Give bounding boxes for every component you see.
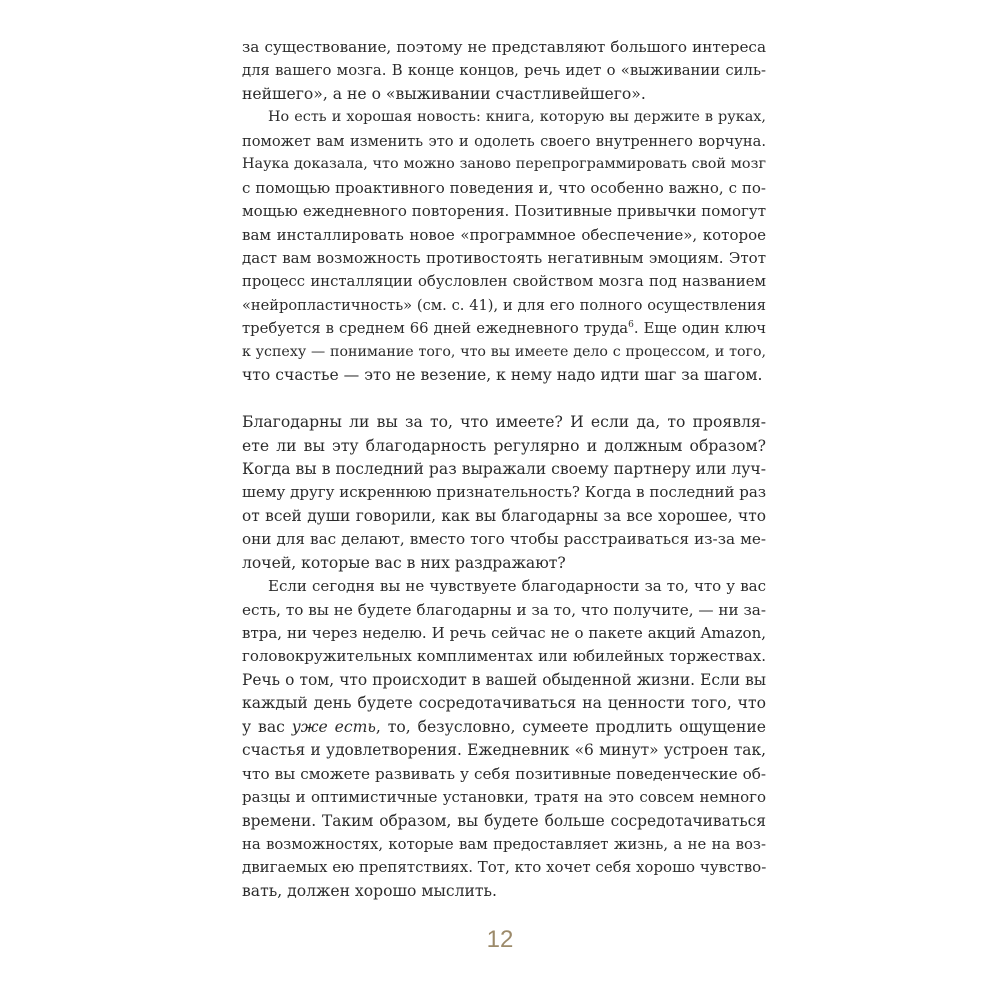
text-line: «нейропластичность» (см. с. 41), и для его полного осуществления <box>242 296 766 314</box>
text-line: есть, то вы не будете благодарны и за то, что получите, — ни за- <box>242 600 766 619</box>
text-line: Наука доказала, что можно заново перепрограммировать свой мозг <box>242 156 766 173</box>
text-segment: требуется в среднем 66 дней ежедневного труда <box>242 320 629 338</box>
text-segment: . Еще один ключ <box>633 320 766 338</box>
text-line: вать, должен хорошо мыслить. <box>242 881 497 900</box>
text-line: для вашего мозга. В конце концов, речь идет о «выживании силь- <box>242 62 766 80</box>
paragraph <box>242 36 766 106</box>
text-line: Когда вы в последний раз выражали своему партнеру или луч- <box>242 459 766 478</box>
text-line: Но есть и хорошая новость: книга, которую вы держите в руках, <box>268 109 766 126</box>
text-line: с помощью проактивного поведения и, что особенно важно, с по- <box>242 178 766 197</box>
text-line: они для вас делают, вместо того чтобы расстраиваться из-за ме- <box>242 530 766 549</box>
text-line: лочей, которые вас в них раздражают? <box>242 553 566 572</box>
text-line: головокружительных комплиментах или юбилейных торжествах. <box>242 647 766 666</box>
text-line: от всей души говорили, как вы благодарны за все хорошее, что <box>242 506 766 525</box>
text-line: что вы сможете развивать у себя позитивные поведенческие об- <box>242 764 766 783</box>
paragraph <box>242 575 766 903</box>
text-line: разцы и оптимистичные установки, тратя на это совсем немного <box>242 788 766 807</box>
text-line: Речь о том, что происходит в вашей обыденной жизни. Если вы <box>242 670 766 689</box>
text-segment: у вас <box>242 717 292 736</box>
text-line: счастья и удовлетворения. Ежедневник «6 минут» устроен так, <box>242 741 766 760</box>
text-line: втра, ни через неделю. И речь сейчас не о пакете акций Amazon, <box>242 624 766 642</box>
text-line: за существование, поэтому не представляют большого интереса <box>242 38 766 56</box>
text-line: шему другу искреннюю признательность? Когда в последний раз <box>242 483 766 502</box>
text-line: поможет вам изменить это и одолеть своего внутреннего ворчуна. <box>242 132 766 150</box>
text-line: к успеху — понимание того, что вы имеете дело с процессом, и того, <box>242 343 766 360</box>
text-line: даст вам возможность противостоять негативным эмоциям. Этот <box>242 248 766 267</box>
text-line: каждый день будете сосредотачиваться на ценности того, что <box>242 694 766 713</box>
text-line <box>242 317 766 340</box>
text-segment: , то, безусловно, сумеете продлить ощущение <box>375 717 766 736</box>
italic-emphasis: уже есть <box>291 717 376 736</box>
text-line: процесс инсталляции обусловлен свойством мозга под названием <box>242 273 766 291</box>
text-line: ете ли вы эту благодарность регулярно и должным образом? <box>242 436 766 455</box>
paragraph <box>242 411 766 575</box>
page-body <box>242 36 766 903</box>
text-line: нейшего», а не о «выживании счастливейшего». <box>242 84 646 103</box>
text-line: Если сегодня вы не чувствуете благодарности за то, что у вас <box>268 577 766 596</box>
text-line: двигаемых ею препятствиях. Тот, кто хочет себя хорошо чувство- <box>242 858 766 877</box>
text-line: что счастье — это не везение, к нему надо идти шаг за шагом. <box>242 366 763 385</box>
page-number: 12 <box>486 926 514 953</box>
text-line: Благодарны ли вы за то, что имеете? И если да, то проявля- <box>242 413 766 432</box>
section-gap <box>242 388 766 412</box>
paragraph <box>242 106 766 387</box>
text-line: вам инсталлировать новое «программное обеспечение», которое <box>242 225 766 244</box>
text-line <box>242 716 766 739</box>
text-line: мощью ежедневного повторения. Позитивные привычки помогут <box>242 202 766 221</box>
text-line: на возможностях, которые вам предоставляет жизнь, а не на воз- <box>242 835 766 853</box>
footnote-marker: 6 <box>628 320 634 331</box>
text-line: времени. Таким образом, вы будете больше сосредотачиваться <box>242 811 766 830</box>
